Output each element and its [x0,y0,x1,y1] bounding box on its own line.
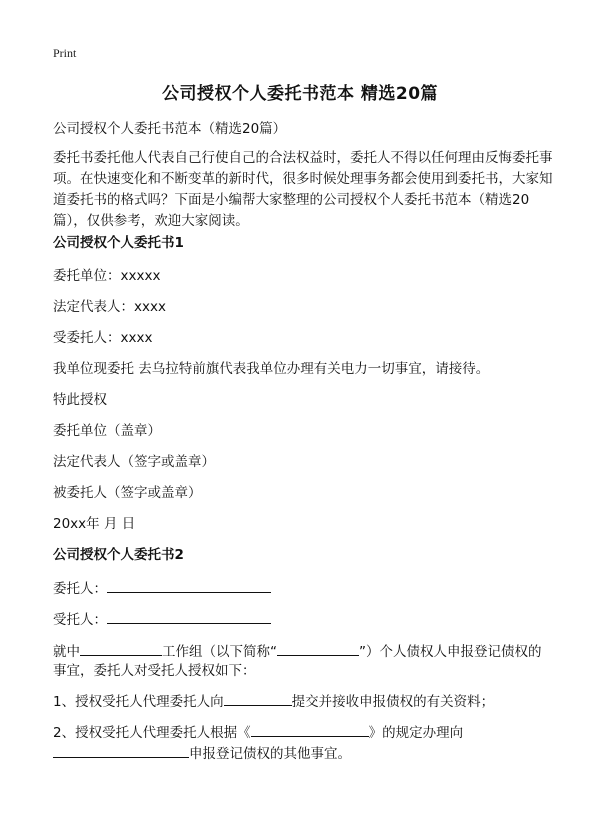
item-1 [53,690,494,713]
workgroup-blank[interactable] [80,640,162,656]
workgroup-text-b: 工作组（以下简称“ [162,644,277,660]
authorized-line: 特此授权 [53,392,107,408]
item-1-blank[interactable] [224,690,292,706]
abbreviation-blank[interactable] [277,640,359,656]
document-title: 公司授权个人委托书范本 精选20篇 [161,84,439,104]
section-heading-1: 公司授权个人委托书1 [53,235,184,251]
item-1-text-a: 1、授权受托人代理委托人向 [53,694,224,710]
agent-label: 受托人： [53,612,107,628]
item-2-law-blank[interactable] [251,721,369,737]
sign-unit-line: 委托单位（盖章） [53,423,161,439]
workgroup-text-c: ”）个人债权人申报登记债权的 [359,644,542,660]
sign-rep-line: 法定代表人（签字或盖章） [53,454,215,470]
delegation-statement: 我单位现委托 去乌拉特前旗代表我单位办理有关电力一切事宜，请接待。 [53,361,490,377]
item-1-text-b: 提交并接收申报债权的有关资料； [291,694,495,710]
print-label[interactable]: Print [53,46,77,60]
item-2-text-b: 》的规定办理向 [368,725,464,741]
item-2 [53,721,463,744]
item-2-cont [53,742,351,765]
trustee-line: 受委托人：xxxx [53,330,153,346]
principal-row [53,577,271,600]
workgroup-line [53,640,542,663]
agent-row [53,608,271,631]
section-heading-2: 公司授权个人委托书2 [53,547,184,563]
agent-blank[interactable] [107,608,271,624]
principal-blank[interactable] [107,577,271,593]
sign-trustee-line: 被委托人（签字或盖章） [53,485,202,501]
legal-rep-line: 法定代表人：xxxx [53,299,166,315]
entrusting-unit-line: 委托单位：xxxxx [53,268,161,284]
item-2-text-a: 2、授权受托人代理委托人根据《 [53,725,251,741]
workgroup-line-cont: 事宜，委托人对受托人授权如下： [53,663,256,679]
item-2-text-c: 申报登记债权的其他事宜。 [189,746,351,762]
workgroup-text-a: 就中 [53,644,80,660]
document-subtitle: 公司授权个人委托书范本（精选20篇） [53,121,287,137]
date-line: 20xx年 月 日 [53,516,136,532]
intro-paragraph: 委托书委托他人代表自己行使自己的合法权益时，委托人不得以任何理由反悔委托事项。在快速变化和不断变革的新时代，很多时候处理事务都会使用到委托书，大家知道委托书的格式吗？下面是小编帮大家整理的公司授权个人委托书范本（精选20篇），仅供参考，欢迎大家阅读。 [53,150,553,229]
principal-label: 委托人： [53,581,107,597]
item-2-target-blank[interactable] [53,742,189,758]
